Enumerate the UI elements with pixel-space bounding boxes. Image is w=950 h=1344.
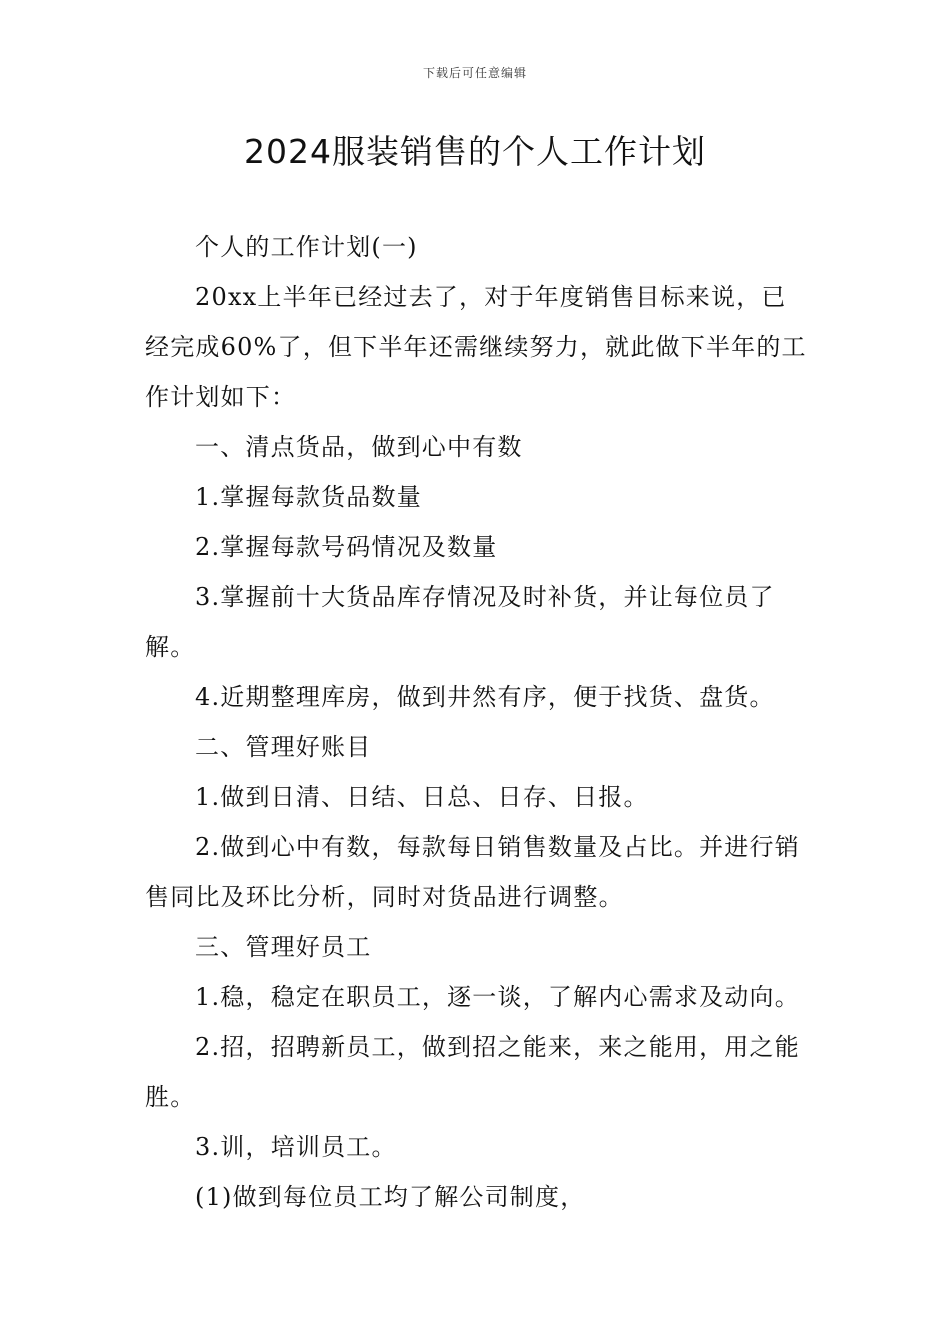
- document-title: 2024服装销售的个人工作计划: [244, 132, 706, 171]
- header-note: 下载后可任意编辑: [422, 66, 527, 80]
- document-body: [145, 222, 807, 1222]
- paragraph: 2.招，招聘新员工，做到招之能来，来之能用，用之能胜。: [145, 1033, 800, 1111]
- paragraph: 个人的工作计划(一): [195, 233, 418, 261]
- paragraph: 2.做到心中有数，每款每日销售数量及占比。并进行销售同比及环比分析，同时对货品进行调整。: [145, 833, 800, 911]
- paragraph: 3.训，培训员工。: [195, 1133, 397, 1161]
- paragraph: (1)做到每位员工均了解公司制度，: [195, 1183, 586, 1211]
- paragraph: 1.做到日清、日结、日总、日存、日报。: [195, 783, 649, 811]
- paragraph: 1.掌握每款货品数量: [195, 483, 422, 511]
- paragraph: 三、管理好员工: [195, 933, 372, 961]
- paragraph: 1.稳，稳定在职员工，逐一谈，了解内心需求及动向。: [195, 983, 800, 1011]
- paragraph: 20xx上半年已经过去了，对于年度销售目标来说，已经完成60%了，但下半年还需继续努力，就此做下半年的工作计划如下：: [145, 283, 807, 411]
- paragraph: 一、清点货品，做到心中有数: [195, 433, 523, 461]
- paragraph: 3.掌握前十大货品库存情况及时补货，并让每位员了解。: [145, 583, 775, 661]
- paragraph: 2.掌握每款号码情况及数量: [195, 533, 498, 561]
- paragraph: 4.近期整理库房，做到井然有序，便于找货、盘货。: [195, 683, 775, 711]
- paragraph: 二、管理好账目: [195, 733, 372, 761]
